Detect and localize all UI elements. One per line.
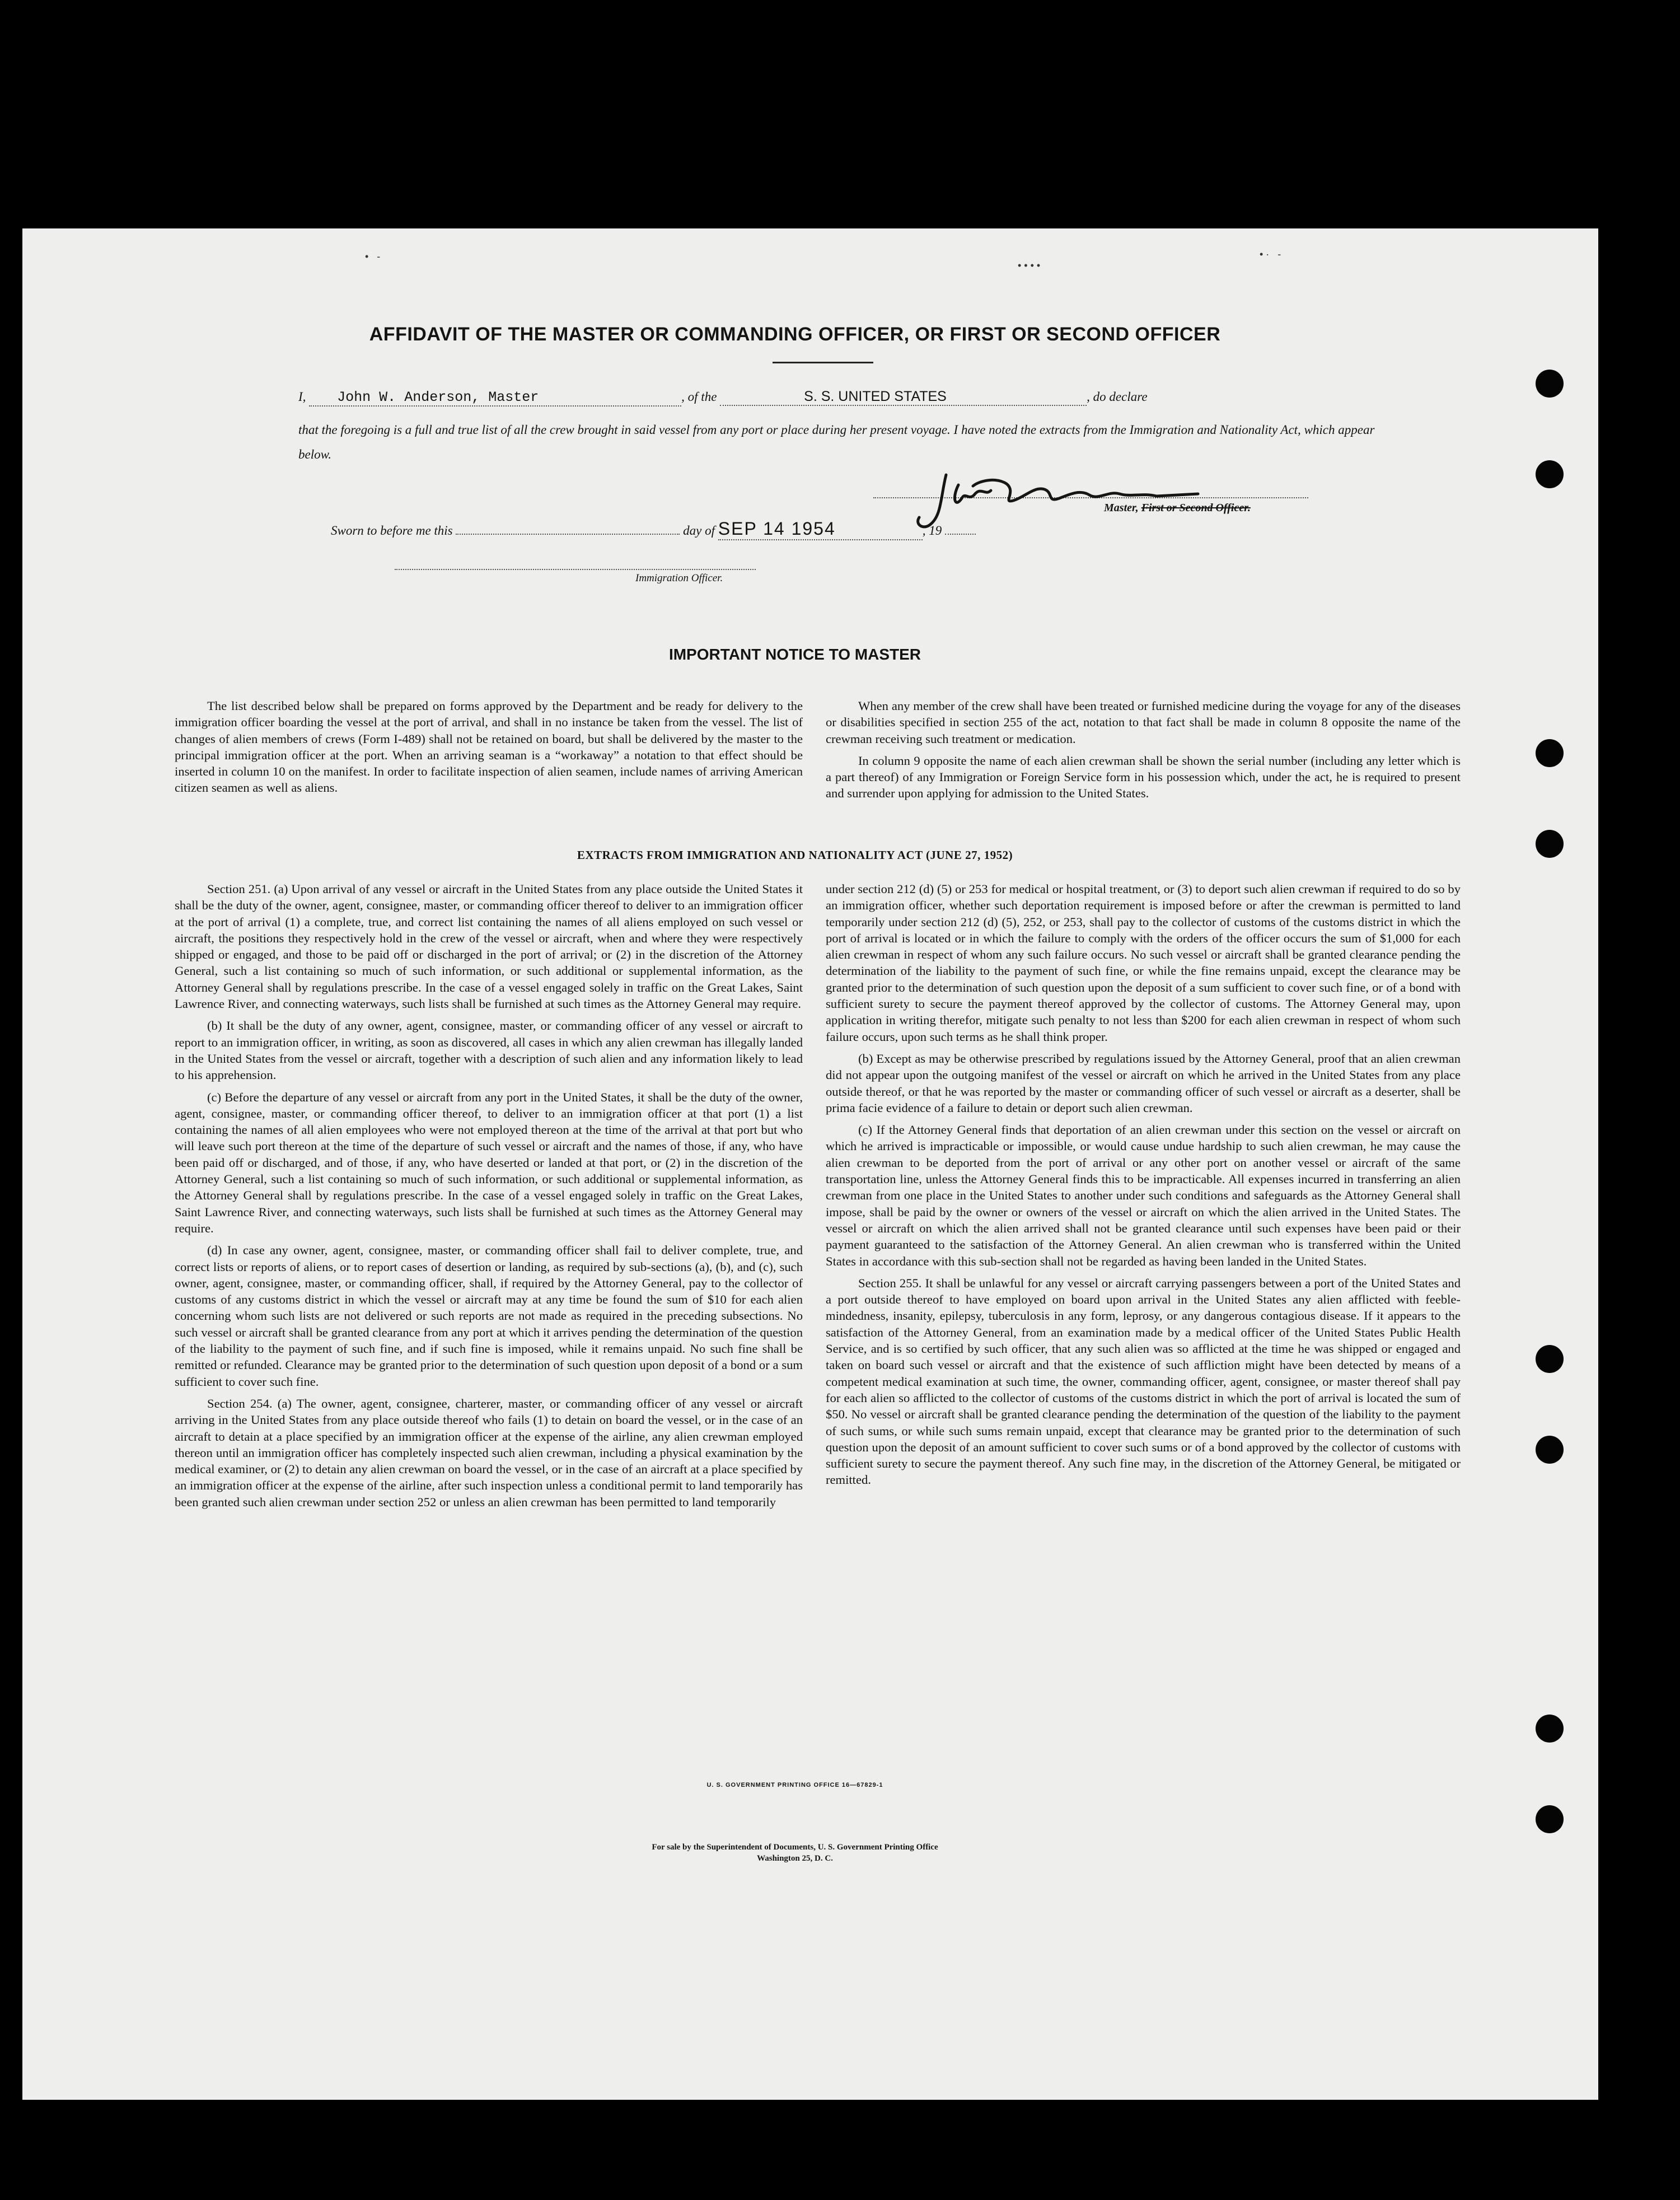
section-paragraph: (b) It shall be the duty of any owner, agent, consignee, master, or commanding officer of any vessel or aircraft to report to an immigration officer, in writing, as soon as discovered, all cases in which any alien crewman has illegally landed in the United States from the vessel or aircraft, together with a description of such alien and any information likely to lead to his apprehension. <box>175 1019 803 1082</box>
sworn-line <box>331 519 976 540</box>
section-paragraph: under section 212 (d) (5) or 253 for medical or hospital treatment, or (3) to deport such alien crewman if required to do so by an immigration officer, whether such deportation requirement is imposed before or after the crewman is permitted to land temporarily under section 212 (d) (5), 252, or 253, shall pay to the collector of customs of the customs district in which the port of arrival is located or in which the failure to comply with the orders of the officer occurs the sum of $1,000 for each alien crewman in respect of whom any such failure occurs. No such vessel or aircraft shall be granted clearance pending the determination of the liability to the payment of such fine, or while the fine remains unpaid, except the clearance may be granted prior to the determination of such question upon the deposit of a sum sufficient to cover such fine, or of a bond with sufficient surety to secure the payment thereof approved by the collector of customs. The Attorney General may, upon application in writing therefor, mitigate such penalty to not less than $200 for each alien crewman in respect of whom such failure occurs, upon such terms as he shall think proper. <box>826 882 1461 1044</box>
master-caption: Master, <box>1104 502 1139 514</box>
section-paragraph: (b) Except as may be otherwise prescribed by regulations issued by the Attorney General, proof that an alien crewman did not appear upon the outgoing manifest of the vessel or aircraft on which he arrived in the United States from any place outside thereof, or that he was reported by the master or commanding officer of such vessel or aircraft as a deserter, shall be prima facie evidence of a failure to detain or deport such alien crewman. <box>826 1051 1461 1115</box>
sworn-day-field <box>456 534 680 535</box>
punch-hole <box>1536 460 1564 488</box>
notice-right-column <box>826 698 1461 802</box>
declaration-text: that the foregoing is a full and true list of all the crew brought in said vessel from any port or place during her present voyage. I have noted the extracts from the Immigration and Nationality Act, which appear below. <box>298 423 1375 461</box>
punch-hole <box>1536 830 1564 858</box>
sale-line-2: Washington 25, D. C. <box>757 1854 833 1863</box>
printing-office-line: U. S. GOVERNMENT PRINTING OFFICE 16—67829-1 <box>706 1782 883 1788</box>
affidavit-title: AFFIDAVIT OF THE MASTER OR COMMANDING OFFICER, OR FIRST OR SECOND OFFICER <box>369 324 1221 345</box>
section-paragraph: Section 254. (a) The owner, agent, consignee, charterer, master, or commanding officer of any vessel or aircraft arriving in the United States from any place outside thereof who fails (1) to detain on board the vessel, or in the case of an aircraft to detain at a place specified by an immigration officer at the expense of the airline, any alien crewman employed thereon until an immigration officer has completely inspected such alien crewman, including a physical examination by the medical examiner, or (2) to detain any alien crewman on board the vessel, or in the case of an aircraft at a place specified by an immigration officer at the expense of the airline, after such inspection unless a conditional permit to land temporarily has been granted such alien crewman under section 252 or unless an alien crewman has been permitted to land temporarily <box>175 1396 803 1509</box>
sworn-label: Sworn to before me this <box>331 524 453 538</box>
punch-hole <box>1536 1345 1564 1373</box>
scan-speck: • - <box>365 251 381 262</box>
day-of-label: day of <box>683 524 715 538</box>
punch-hole <box>1536 739 1564 767</box>
extracts-left-column <box>175 881 803 1510</box>
notice-left-column <box>175 698 803 796</box>
scan-speck: • · - <box>1260 249 1281 260</box>
year-label: , 19 <box>922 524 942 538</box>
do-declare-label: , do declare <box>1087 390 1148 404</box>
title-rule <box>773 362 873 363</box>
sworn-date-stamp: SEP 14 1954 <box>718 519 836 539</box>
vessel-name: S. S. UNITED STATES <box>804 389 947 404</box>
sale-notice <box>22 1842 1567 1864</box>
notice-paragraph: In column 9 opposite the name of each alien crewman shall be shown the serial number (including any letter which is a part thereof) of any Immigration or Foreign Service form in his possession which, under the act, he is required to present and surrender upon applying for admission to the United States. <box>826 753 1461 801</box>
declaration-line <box>298 389 1148 407</box>
vessel-field <box>720 389 1087 406</box>
signature-caption <box>1104 502 1251 515</box>
punch-hole <box>1536 1436 1564 1464</box>
scan-speck: • • • • <box>1018 260 1041 271</box>
year-field <box>945 534 976 535</box>
officer-name-field <box>309 389 681 407</box>
struck-caption: First or Second Officer. <box>1141 502 1251 514</box>
of-the-label: , of the <box>681 390 717 404</box>
sworn-date-field <box>718 519 923 540</box>
officer-name: John W. Anderson, Master <box>337 389 539 405</box>
extracts-right-column <box>826 881 1461 1488</box>
immigration-officer-line <box>395 569 756 570</box>
sale-line-1: For sale by the Superintendent of Documents, U. S. Government Printing Office <box>652 1843 938 1852</box>
i-label: I, <box>298 390 306 404</box>
form-page <box>22 228 1598 2100</box>
section-paragraph: (d) In case any owner, agent, consignee, master, or commanding officer shall fail to deliver complete, true, and correct lists or reports of aliens, or to report cases of desertion or landing, as required by sub-sections (a), (b), and (c), such owner, agent, consignee, master, or commanding officer, shall, if required by the Attorney General, pay to the collector of customs of any customs district in which the vessel or aircraft may at any time be found the sum of $10 for each alien concerning whom such lists are not delivered or such reports are not made as required in the preceding subsections. No such vessel or aircraft shall be granted clearance from any port at which it arrives pending the determination of the question of the liability to the payment of such fine, and if such fine is imposed, while it remains unpaid. No such fine shall be remitted or refunded. Clearance may be granted prior to the determination of such question upon deposit of a bond or a sum sufficient to cover such fine. <box>175 1243 803 1389</box>
punch-hole <box>1536 370 1564 398</box>
section-paragraph: Section 251. (a) Upon arrival of any vessel or aircraft in the United States from any place outside the United States it shall be the duty of the owner, agent, consignee, master, or commanding officer thereof to deliver to an immigration officer at the port of arrival (1) a complete, true, and correct list containing the names of all aliens employed on such vessel or aircraft, the positions they respectively hold in the crew of the vessel or aircraft, when and where they were respectively shipped or engaged, and those to be paid off or discharged in the port of arrival; or (2) in the discretion of the Attorney General, such a list containing so much of such information, or such additional or supplemental information, as the Attorney General shall by regulations prescribe. In the case of a vessel engaged solely in traffic on the Great Lakes, Saint Lawrence River, and connecting waterways, such lists shall be furnished at such times as the Attorney General may require. <box>175 882 803 1011</box>
punch-hole <box>1536 1715 1564 1743</box>
extracts-title: EXTRACTS FROM IMMIGRATION AND NATIONALITY ACT (JUNE 27, 1952) <box>577 848 1013 862</box>
notice-title: IMPORTANT NOTICE TO MASTER <box>668 646 921 663</box>
section-paragraph: (c) If the Attorney General finds that deportation of an alien crewman under this section on the vessel or aircraft on which he arrived is impracticable or impossible, or would cause undue hardship to such alien crewman, he may cause the alien crewman to be deported from the port of arrival or any other port on another vessel or aircraft of the same transportation line, unless the Attorney General finds this to be impracticable. All expenses incurred in transferring an alien crewman from one place in the United States to another under such conditions and safeguards as the Attorney General shall impose, shall be paid by the owner or owners of the vessel or aircraft on which the alien arrived in the United States. The vessel or aircraft on which the alien arrived shall not be granted clearance until such expenses have been paid or their payment guaranteed to the satisfaction of the Attorney General. An alien crewman who is transferred within the United States in accordance with this sub-section shall not be regarded as having been landed in the United States. <box>826 1123 1461 1268</box>
notice-paragraph: When any member of the crew shall have been treated or furnished medicine during the voyage for any of the diseases or disabilities specified in section 255 of the act, notation to that fact shall be made in column 8 opposite the name of the crewman receiving such treatment or medication. <box>826 699 1461 746</box>
section-paragraph: Section 255. It shall be unlawful for any vessel or aircraft carrying passengers between a port of the United States and a port outside thereof to have employed on board upon arrival in the United States any alien afflicted with feeble-mindedness, insanity, epilepsy, tuberculosis in any form, leprosy, or any dangerous contagious disease. If it appears to the satisfaction of the Attorney General, from an examination made by a medical officer of the United States Public Health Service, and is so certified by such officer, that any such alien was so afflicted at the time he was shipped or engaged and taken on board such vessel or aircraft and that the existence of such affliction might have been detected by means of a competent medical examination at such time, the owner, commanding officer, agent, consignee, or master thereof shall pay for each alien so afflicted to the collector of customs of the customs district in which the port of arrival is located the sum of $50. No vessel or aircraft shall be granted clearance pending the determination of the question of the liability to the payment of such sums, or while such sums remain unpaid, except that clearance may be granted prior to the determination of such question upon the deposit of an amount sufficient to cover such sums or of a bond approved by the collector of customs with sufficient surety to secure the payment thereof. Any such fine may, in the discretion of the Attorney General, be mitigated or remitted. <box>826 1276 1461 1487</box>
section-paragraph: (c) Before the departure of any vessel or aircraft from any port in the United States, it shall be the duty of the owner, agent, consignee, master, or commanding officer thereof, to deliver to an immigration officer at that port (1) a list containing the names of all alien employees who were not employed thereon at the time of the arrival at that port but who will leave such port thereon at the time of the departure of such vessel or aircraft and the names of those, if any, who have been paid off or discharged, and of those, if any, who have deserted or landed at that port, or (2) in the discretion of the Attorney General, such a list containing so much of such information, or such additional or supplemental information, as the Attorney General shall by regulations prescribe. In the case of a vessel engaged solely in traffic on the Great Lakes, Saint Lawrence River, and connecting waterways, such lists shall be furnished at such times as the Attorney General may require. <box>175 1090 803 1235</box>
immigration-officer-label: Immigration Officer. <box>635 572 723 584</box>
punch-hole <box>1536 1805 1564 1833</box>
notice-paragraph: The list described below shall be prepared on forms approved by the Department and be ready for delivery to the immigration officer boarding the vessel at the port of arrival, and shall in no instance be taken from the vessel. The list of changes of alien members of crews (Form I-489) shall not be retained on board, but shall be delivered by the master to the principal immigration officer at the port. When an arriving seaman is a “workaway” a notation to that effect should be inserted in column 10 on the manifest. In order to facilitate inspection of alien seamen, include names of arriving American citizen seamen as well as aliens. <box>175 699 803 795</box>
